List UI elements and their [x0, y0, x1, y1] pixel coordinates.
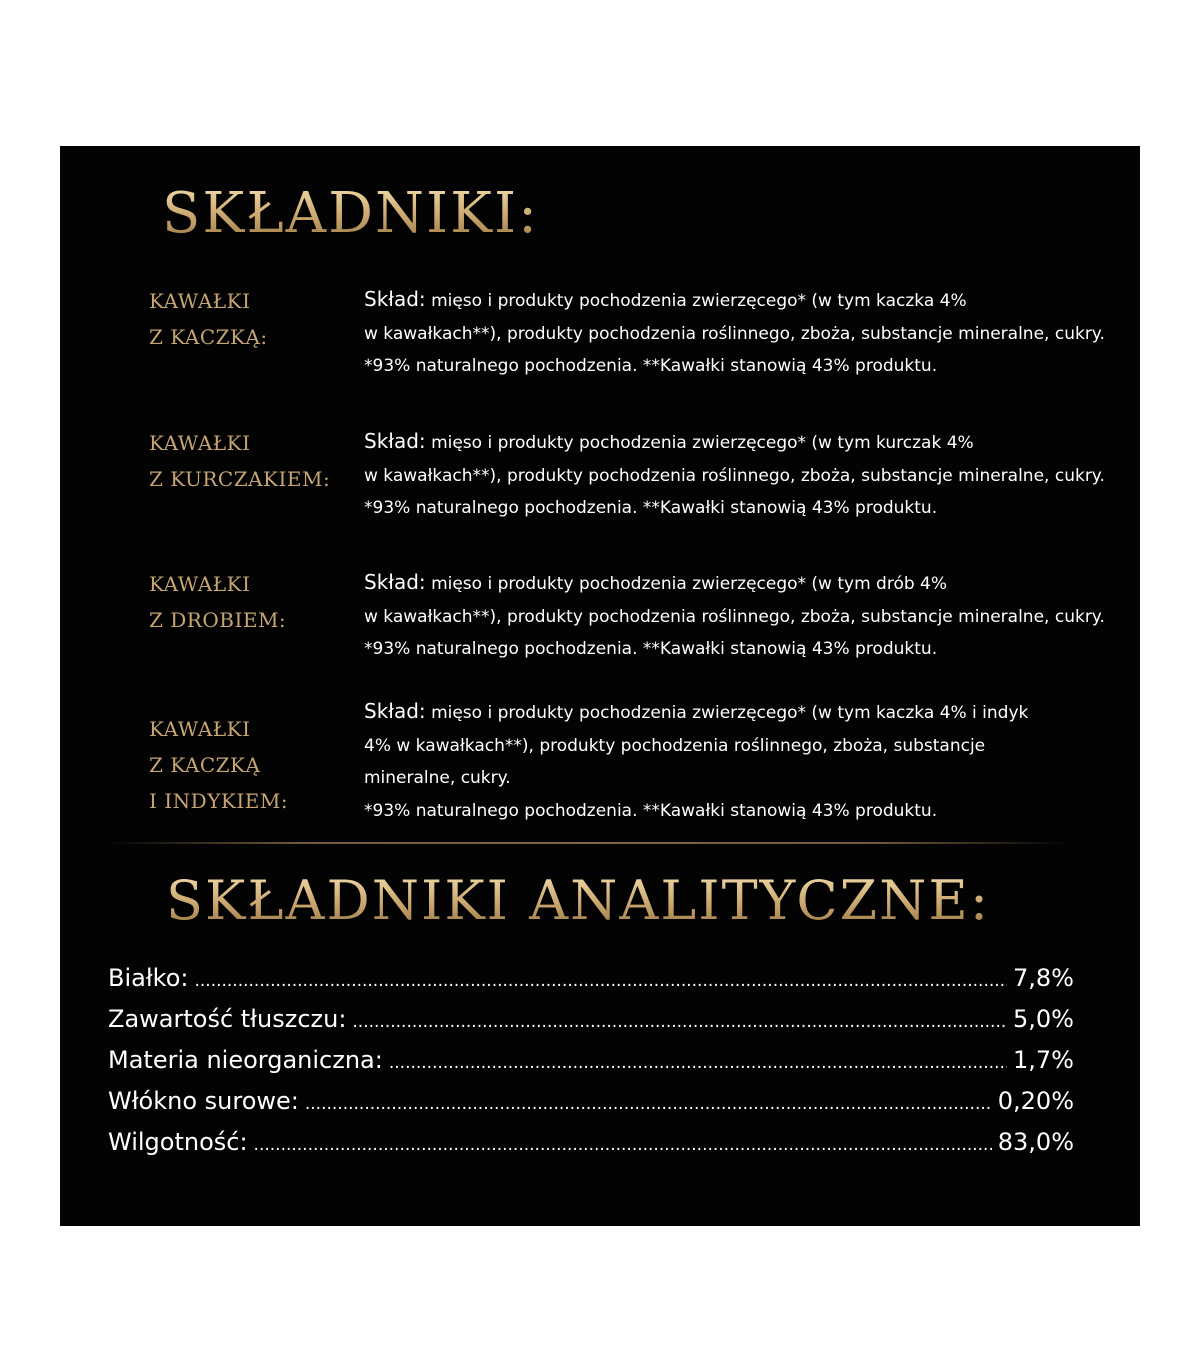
dot-leader [194, 971, 1007, 991]
composition-line: w kawałkach**), produkty pochodzenia roślinnego, zboża, substancje mineralne, cukry. [364, 606, 1105, 627]
composition-lead: Skład: [364, 699, 426, 723]
ingredients-panel [60, 146, 1140, 1226]
analytics-label: Wilgotność: [108, 1128, 248, 1156]
composition-line: *93% naturalnego pochodzenia. **Kawałki stanowią 43% produktu. [364, 356, 938, 376]
analytics-value: 83,0% [997, 1128, 1074, 1156]
product-name [149, 283, 268, 355]
product-composition [364, 283, 1124, 383]
analytics-list [108, 964, 1074, 1169]
dot-leader [305, 1094, 992, 1114]
composition-line: mięso i produkty pochodzenia zwierzęcego* (w tym kaczka 4% i indyk [431, 703, 1029, 723]
analytics-value: 0,20% [997, 1087, 1074, 1115]
composition-lead: Skład: [364, 287, 426, 311]
analytics-label: Zawartość tłuszczu: [108, 1005, 347, 1033]
product-composition [364, 566, 1124, 666]
dot-leader [254, 1135, 992, 1155]
composition-line: w kawałkach**), produkty pochodzenia roślinnego, zboża, substancje mineralne, cukry. [364, 465, 1105, 486]
product-name-line: Z DROBIEM: [149, 608, 287, 632]
analytics-title: SKŁADNIKI ANALITYCZNE: [166, 869, 991, 932]
product-name-line: Z KACZKĄ: [149, 325, 268, 349]
product-name-line: KAWAŁKI [149, 572, 251, 596]
analytics-value: 1,7% [1013, 1046, 1074, 1074]
composition-lead: Skład: [364, 429, 426, 453]
analytics-row [108, 1005, 1074, 1046]
composition-line: 4% w kawałkach**), produkty pochodzenia roślinnego, zboża, substancje [364, 735, 986, 756]
ingredients-title: SKŁADNIKI: [162, 181, 539, 246]
composition-line: mięso i produkty pochodzenia zwierzęcego* (w tym kaczka 4% [431, 291, 967, 311]
composition-line: mięso i produkty pochodzenia zwierzęcego* (w tym drób 4% [431, 574, 948, 594]
dot-leader [352, 1012, 1007, 1032]
product-name-line: I INDYKIEM: [149, 789, 289, 813]
product-composition [364, 425, 1124, 525]
composition-line: *93% naturalnego pochodzenia. **Kawałki stanowią 43% produktu. [364, 800, 938, 821]
product-name [149, 566, 286, 638]
dot-leader [389, 1053, 1007, 1073]
product-name-line: KAWAŁKI [149, 289, 251, 313]
analytics-row [108, 1046, 1074, 1087]
product-name-line: Z KACZKĄ [149, 753, 261, 777]
product-name [149, 711, 288, 819]
analytics-row [108, 1128, 1074, 1169]
composition-line: *93% naturalnego pochodzenia. **Kawałki stanowią 43% produktu. [364, 498, 938, 518]
composition-line: mięso i produkty pochodzenia zwierzęcego* (w tym kurczak 4% [431, 433, 974, 453]
product-name-line: KAWAŁKI [149, 717, 251, 741]
product-name [149, 425, 330, 497]
product-composition [364, 695, 1124, 827]
composition-line: *93% naturalnego pochodzenia. **Kawałki stanowią 43% produktu. [364, 639, 938, 659]
analytics-label: Materia nieorganiczna: [108, 1046, 383, 1074]
composition-lead: Skład: [364, 570, 426, 594]
composition-line: mineralne, cukry. [364, 768, 511, 788]
analytics-value: 7,8% [1013, 964, 1074, 992]
composition-line: w kawałkach**), produkty pochodzenia roślinnego, zboża, substancje mineralne, cukry. [364, 323, 1105, 344]
analytics-row [108, 1087, 1074, 1128]
section-divider [108, 842, 1068, 844]
analytics-row [108, 964, 1074, 1005]
analytics-label: Włókno surowe: [108, 1087, 299, 1115]
product-name-line: Z KURCZAKIEM: [149, 467, 331, 491]
product-name-line: KAWAŁKI [149, 431, 251, 455]
analytics-label: Białko: [108, 964, 189, 992]
analytics-value: 5,0% [1013, 1005, 1074, 1033]
